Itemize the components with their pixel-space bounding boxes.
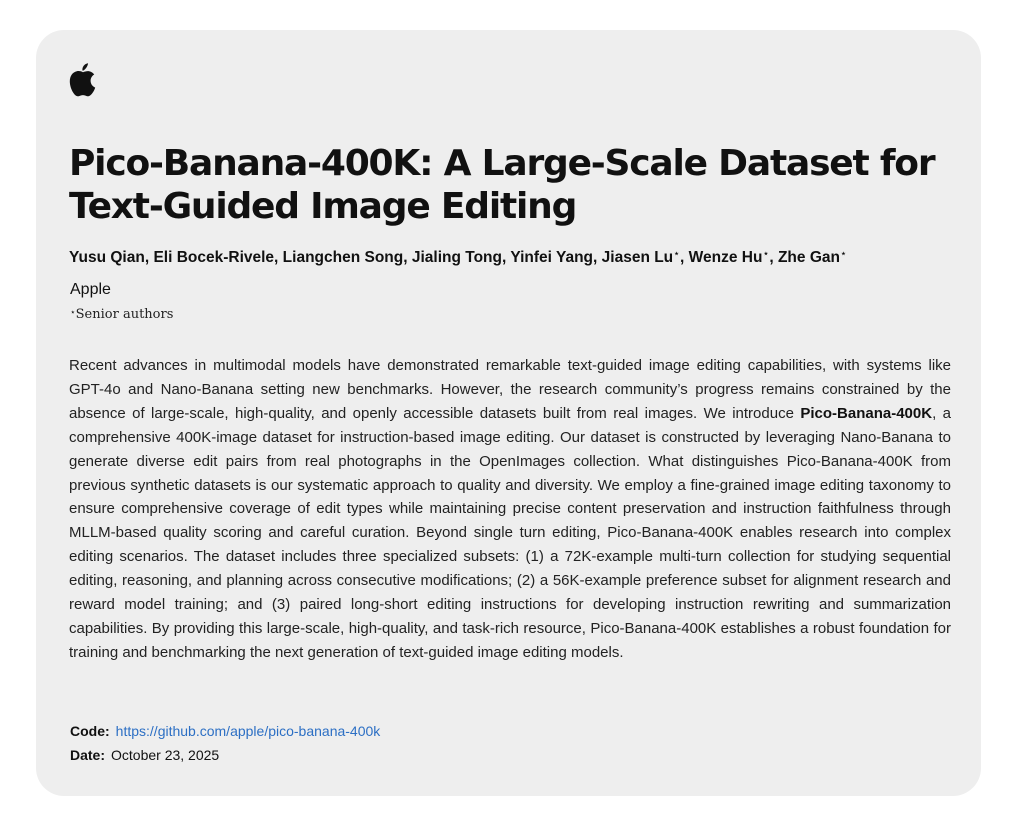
author-name: Jiasen Lu <box>601 249 674 266</box>
author-name: Jialing Tong <box>411 249 502 266</box>
senior-author-mark: ⋆ <box>673 248 681 260</box>
apple-logo-icon <box>68 62 98 98</box>
code-link[interactable]: https://github.com/apple/pico-banana-400k <box>115 723 381 739</box>
abstract-text-before: Recent advances in multimodal models have demonstrated remarkable text-guided image editing capabilities, with systems like GPT-4o and Nano-Banana setting new benchmarks. However, the research community’s progress remains constrained by the absence of large-scale, high-quality, and openly accessible datasets built from real images. We introduce <box>69 357 951 422</box>
author-name: Wenze Hu <box>688 249 763 266</box>
author-name: Yusu Qian <box>69 249 145 266</box>
dataset-name-highlight: Pico-Banana-400K <box>800 404 933 422</box>
note-mark: ⋆ <box>70 308 76 318</box>
note-text: Senior authors <box>75 307 174 322</box>
author-list: Yusu Qian, Eli Bocek-Rivele, Liangchen Song, Jialing Tong, Yinfei Yang, Jiasen Lu⋆, Wenze Hu⋆, Zhe Gan⋆ <box>69 248 847 266</box>
author-name: Yinfei Yang <box>510 249 594 266</box>
abstract-text-after: , a comprehensive 400K-image dataset for instruction-based image editing. Our dataset is constructed by leveraging Nano-Banana to generate diverse edit pairs from real photographs in the OpenImages collection. What distinguishes Pico-Banana-400K from previous synthetic datasets is our systematic approach to quality and diversity. We employ a fine-grained image editing taxonomy to ensure comprehensive coverage of edit types while maintaining precise content preservation and instruction faithfulness through MLLM-based quality scoring and careful curation. Beyond single turn editing, Pico-Banana-400K enables research into complex editing scenarios. The dataset includes three specialized subsets: (1) a 72K-example multi-turn collection for studying sequential editing, reasoning, and planning across consecutive modifications; (2) a 56K-example preference subset for alignment research and reward model training; and (3) paired long-short editing instructions for developing instruction rewriting and summarization capabilities. By providing this large-scale, high-quality, and task-rich resource, Pico-Banana-400K establishes a robust foundation for training and benchmarking the next generation of text-guided image editing models. <box>69 404 951 661</box>
date-line <box>70 746 219 764</box>
author-name: Zhe Gan <box>777 249 840 266</box>
code-line <box>70 722 380 740</box>
paper-title: Pico-Banana-400K: A Large-Scale Dataset for Text-Guided Image Editing <box>69 143 935 227</box>
author-name: Liangchen Song <box>282 249 404 266</box>
senior-author-mark: ⋆ <box>839 248 847 260</box>
date-label: Date: <box>70 747 106 763</box>
abstract <box>69 354 951 665</box>
code-label: Code: <box>70 723 110 739</box>
date-value: October 23, 2025 <box>111 747 220 763</box>
affiliation: Apple <box>70 281 111 298</box>
senior-author-mark: ⋆ <box>762 248 770 260</box>
senior-authors-note <box>70 304 173 324</box>
author-name: Eli Bocek-Rivele <box>153 249 275 266</box>
